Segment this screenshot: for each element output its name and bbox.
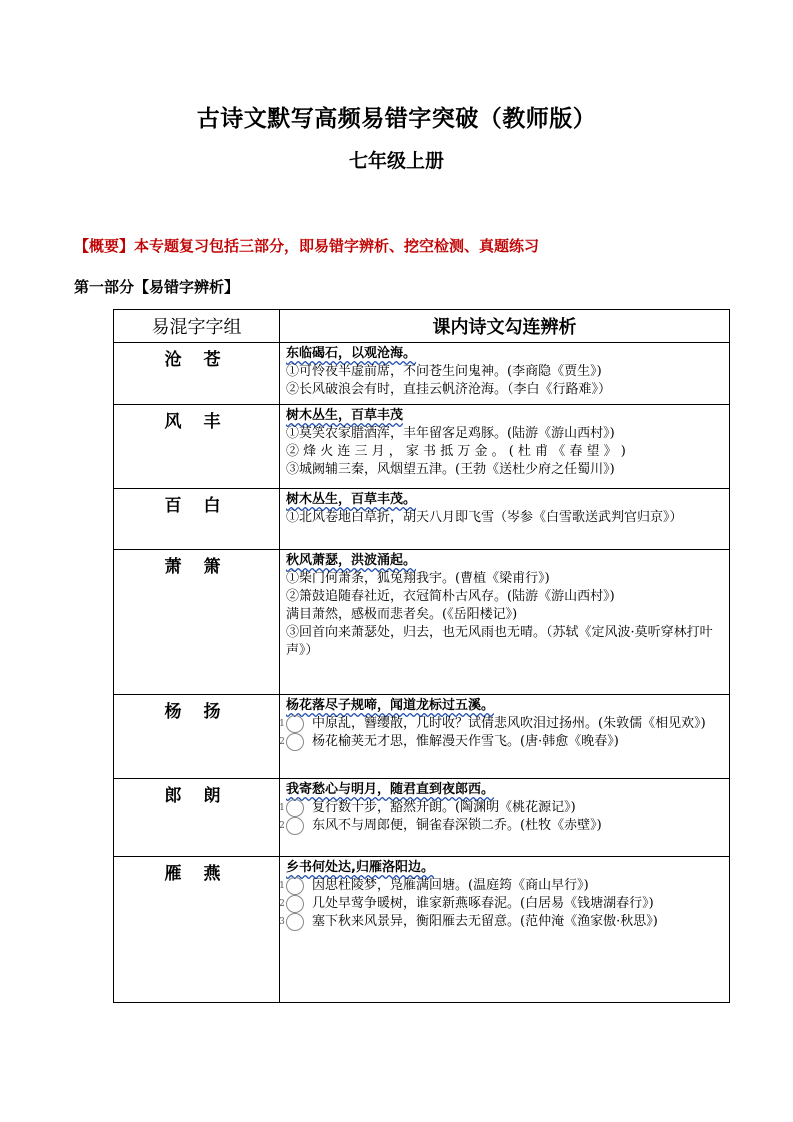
header-char-group: 易混字字组 [114,310,280,343]
numbered-line [279,895,723,913]
example-line: ①柴门何萧条，狐兔翔我宇。(曹植《梁甫行》) [286,571,550,586]
example-text: 中原乱，簪缨散，几时收？试倩悲风吹泪过扬州。(朱敦儒《相见欢》) [312,716,706,731]
analysis-cell [280,857,730,1003]
page-title: 古诗文默写高频易错字突破（教师版） [196,106,597,132]
table-row [114,857,730,1003]
table-row [114,550,730,695]
table-row [114,695,730,779]
analysis-cell [280,405,730,489]
overview-text: 【概要】本专题复习包括三部分，即易错字辨析、挖空检测、真题练习 [74,237,540,255]
key-sentence: 杨花落尽子规啼，闻道龙标过五溪。 [286,698,495,713]
list-number: 2 [286,733,304,751]
example-text: 东风不与周郎便，铜雀春深锁二乔。(杜牧《赤壁》) [312,818,602,833]
header-analysis: 课内诗文勾连辨析 [280,310,730,343]
example-line: ② 烽 火 连 三 月 ， 家 书 抵 万 金 。 ( 杜 甫 《 春 望 》 ) [286,444,626,459]
char-group: 百 白 [114,489,280,550]
numbered-line [279,913,723,931]
analysis-cell [280,695,730,779]
table-row [114,343,730,405]
analysis-cell [280,343,730,405]
example-line: ①北风卷地白草折，胡天八月即飞雪（岑参《白雪歌送武判官归京》） [286,510,683,525]
numbered-line [279,817,723,835]
char-group: 杨 扬 [114,695,280,779]
key-sentence: 秋风萧瑟，洪波涌起。 [286,553,417,568]
char-group: 风 丰 [114,405,280,489]
char-group: 雁 燕 [114,857,280,1003]
table-row [114,405,730,489]
example-line: ①莫笑农家腊酒浑，丰年留客足鸡豚。(陆游《游山西村》) [286,426,615,441]
analysis-cell [280,489,730,550]
example-text: 复行数十步，豁然开朗。(陶渊明《桃花源记》) [312,800,576,815]
example-line: ③城阙辅三秦，风烟望五津。(王勃《送杜少府之任蜀川》) [286,462,615,477]
example-text: 几处早莺争暖树，谁家新燕啄春泥。(白居易《钱塘湖春行》) [312,896,654,911]
numbered-line [279,799,723,817]
analysis-cell [280,550,730,695]
numbered-line [279,733,723,751]
list-number: 1 [286,715,304,733]
example-line: ①可怜夜半虚前席，不问苍生问鬼神。(李商隐《贾生》) [286,364,602,379]
example-line: ②长风破浪会有时，直挂云帆济沧海。（李白《行路难》） [286,382,612,397]
char-group: 沧 苍 [114,343,280,405]
confusing-chars-table [113,309,730,1003]
part1-heading: 第一部分【易错字辨析】 [74,278,240,296]
example-line: ③回首向来萧瑟处，归去，也无风雨也无晴。（苏轼《定风波·莫听穿林打叶声》） [286,625,713,658]
example-text: 因思杜陵梦，凫雁满回塘。(温庭筠《商山早行》) [312,878,589,893]
key-sentence: 我寄愁心与明月，随君直到夜郎西。 [286,782,495,797]
list-number: 1 [286,799,304,817]
table-row [114,779,730,857]
example-text: 塞下秋来风景异，衡阳雁去无留意。(范仲淹《渔家傲·秋思》) [312,914,658,929]
key-sentence: 树木丛生，百草丰茂。 [286,492,417,507]
list-number: 2 [286,817,304,835]
list-number: 2 [286,895,304,913]
char-group: 萧 箫 [114,550,280,695]
example-line: ②箫鼓追随春社近，衣冠简朴古风存。(陆游《游山西村》) [286,589,615,604]
numbered-line [279,877,723,895]
numbered-line [279,715,723,733]
example-text: 杨花榆荚无才思，惟解漫天作雪飞。(唐·韩愈《晚春》) [312,734,619,749]
page-subtitle: 七年级上册 [348,150,444,172]
key-sentence: 乡书何处达,归雁洛阳边。 [286,860,434,875]
key-sentence: 东临碣石，以观沧海。 [286,346,417,361]
analysis-cell [280,779,730,857]
table-header-row [114,310,730,343]
table-row [114,489,730,550]
list-number: 3 [286,913,304,931]
char-group: 郎 朗 [114,779,280,857]
list-number: 1 [286,877,304,895]
example-line: 满目萧然，感极而悲者矣。(《岳阳楼记》) [286,607,518,622]
key-sentence: 树木丛生，百草丰茂 [286,408,404,423]
